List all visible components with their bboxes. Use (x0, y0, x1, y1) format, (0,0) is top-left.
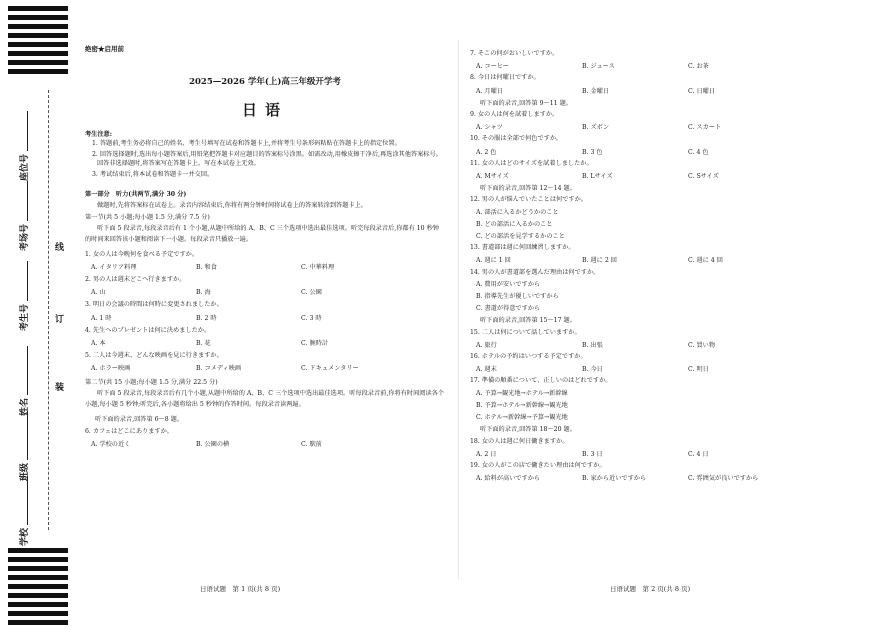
choice-a[interactable]: A. Mサイズ (476, 173, 509, 181)
choice-option[interactable]: C. 書道が得意ですから (476, 305, 541, 313)
choice-b[interactable]: B. 今日 (582, 366, 603, 374)
question-stem: 3. 明日の会議の時間は何時に変更されましたか。 (85, 301, 223, 309)
choice-a[interactable]: A. 学校の近く (91, 440, 131, 448)
question-stem: 12. 男の人が悩んでいたことは何ですか。 (470, 196, 587, 204)
question-stem: 16. ホテルの予約はいつする予定ですか。 (470, 353, 587, 361)
question-stem: 2. 男の人は週末どこへ行きますか。 (85, 275, 186, 283)
choice-a[interactable]: A. シャツ (476, 124, 503, 132)
choice-c[interactable]: C. 3 時 (301, 314, 322, 322)
choice-a[interactable]: A. 2 日 (476, 450, 497, 458)
choice-option[interactable]: A. 部活に入るかどうかのこと (476, 208, 559, 216)
question-choices (470, 64, 832, 70)
question-choices (470, 89, 832, 95)
binding-bars-top (8, 6, 68, 78)
section2-heading: 第二节(共 15 小题;每小题 1.5 分,满分 22.5 分) (85, 378, 218, 386)
choice-c[interactable]: C. 週に 4 回 (688, 257, 723, 265)
choice-b[interactable]: B. 和食 (196, 263, 217, 271)
class-field[interactable]: 班级 (17, 411, 29, 481)
choice-a[interactable]: A. 旅行 (476, 341, 497, 349)
listening-direction: 听下面的录音,回答第 9～11 题。 (480, 99, 572, 107)
choice-a[interactable]: A. ホラー映画 (91, 365, 131, 373)
choice-c[interactable]: C. 4 色 (688, 148, 709, 156)
question-choices (470, 476, 832, 482)
note-item: 1. 答题前,考生务必将自己的姓名、考生号填写在试卷和答题卡上,并将考生号条形码粘贴在答题卡上的指定位置。 (92, 140, 401, 148)
question-choices (85, 442, 445, 448)
question-stem: 14. 男の人が書道部を選んだ理由は何ですか。 (470, 268, 600, 276)
question-stem: 7. そこの何がおいしいですか。 (470, 50, 559, 57)
cut-line (48, 90, 49, 530)
candidate-number-field[interactable]: 考生号 (17, 261, 29, 331)
question-choices (470, 343, 832, 349)
part1-heading: 第一部分 听力(共两节,满分 30 分) (85, 190, 187, 198)
choice-c[interactable]: C. ドキュメンタリー (301, 365, 359, 373)
choice-c[interactable]: C. 明日 (688, 366, 709, 374)
choice-a[interactable]: A. 月曜日 (476, 87, 503, 95)
choice-option[interactable]: B. どの部活に入るかのこと (476, 220, 553, 228)
choice-a[interactable]: A. 2 色 (476, 148, 497, 156)
choice-option[interactable]: B. 指導先生が優しいですから (476, 293, 559, 301)
choice-b[interactable]: B. 2 時 (196, 314, 217, 322)
choice-option[interactable]: C. どの部活を見学するかのこと (476, 233, 565, 241)
choice-c[interactable]: C. お茶 (688, 63, 709, 71)
choice-c[interactable]: C. 中華料理 (301, 263, 335, 271)
left-page (85, 46, 445, 448)
seat-number-field[interactable]: 座位号 (17, 111, 29, 181)
choice-c[interactable]: C. 雰囲気が良いですから (688, 475, 759, 483)
choice-b[interactable]: B. 3 日 (582, 450, 603, 458)
question-choices (85, 316, 445, 322)
choice-a[interactable]: A. 週末 (476, 366, 497, 374)
question-stem: 17. 準備の順番について、正しいのはどれですか。 (470, 377, 612, 385)
cut-word-ding: 订 (55, 315, 65, 325)
school-field[interactable]: 学校 (17, 476, 29, 546)
choice-c[interactable]: C. スカート (688, 124, 722, 132)
page-divider (458, 40, 459, 580)
choice-c[interactable]: C. 買い物 (688, 341, 716, 349)
question-stem: 18. 女の人は週に何日働きますか。 (470, 437, 569, 445)
choice-b[interactable]: B. 家から近いですから (582, 475, 647, 483)
choice-c[interactable]: C. 日曜日 (688, 87, 716, 95)
choice-c[interactable]: C. 駅前 (301, 440, 322, 448)
notes-heading: 考生注意: (85, 131, 113, 138)
question-stem: 11. 女の人はどのサイズを試着しましたか。 (470, 159, 593, 167)
choice-option[interactable]: C. ホテル→新幹線→予算→観光地 (476, 414, 568, 422)
question-stem: 1. 女の人は今晩何を食べる予定ですか。 (85, 250, 199, 258)
question-stem: 6. カフェはどこにありますか。 (85, 427, 173, 435)
choice-option[interactable]: A. 予算→観光地→ホテル→新幹線 (476, 389, 568, 397)
question-stem: 10. その服は全部で何色ですか。 (470, 135, 563, 143)
question-choices (470, 125, 832, 131)
choice-c[interactable]: C. Sサイズ (688, 173, 719, 181)
note-item: 3. 考试结束后,将本试卷和答题卡一并交回。 (92, 171, 214, 179)
cut-word-xian: 线 (55, 243, 65, 253)
question-stem: 8. 今日は何曜日ですか。 (470, 74, 540, 82)
question-stem: 15. 二人は何について話していますか。 (470, 328, 581, 336)
left-questions (85, 252, 445, 373)
question-choices (85, 366, 445, 372)
listening-direction: 听下面的录音,回答第 15～17 题。 (480, 317, 576, 325)
choice-c[interactable]: C. 公園 (301, 289, 322, 297)
choice-a[interactable]: A. 給料が高いですから (476, 475, 541, 483)
choice-option[interactable]: A. 費用が安いですから (476, 280, 541, 288)
listening-direction: 听下面的录音,回答第 18～20 题。 (480, 426, 576, 434)
section2-instructions: 听下面 5 段录音,每段录音后有几个小题,从题中所给的 A、B、C 三个选项中选出最佳选项。听每段录音前,你将有时间阅读各个小题,每小题 5 秒钟;听完后,各小题将给出 5 秒钟的作答时间。每段录音读两遍。 (85, 389, 445, 408)
question-choices (470, 367, 832, 373)
section1-heading: 第一节(共 5 小题;每小题 1.5 分,满分 7.5 分) (85, 213, 210, 221)
question-choices (85, 341, 445, 347)
choice-a[interactable]: A. 1 時 (91, 314, 112, 322)
exam-title: 2025—2026 学年(上)高三年级开学考 (189, 76, 341, 87)
choice-a[interactable]: A. イタリア料理 (91, 263, 137, 271)
choice-c[interactable]: C. 腕時計 (301, 340, 329, 347)
cut-word-zhuang: 装 (55, 383, 65, 393)
question-choices (85, 290, 445, 296)
question-stem: 9. 女の人は何を試着しますか。 (470, 111, 559, 119)
question-choices (85, 265, 445, 271)
choice-b[interactable]: B. 花 (196, 340, 211, 347)
page-footer-left: 日语试题 第 1 页(共 8 页) (200, 585, 281, 593)
secret-label: 绝密★启用前 (85, 45, 124, 53)
choice-c[interactable]: C. 4 日 (688, 450, 709, 458)
name-field[interactable]: 姓名 (17, 346, 29, 416)
listening-direction: 听下面的录音,回答第 12～14 题。 (480, 185, 576, 193)
choice-b[interactable]: B. 公園の横 (196, 440, 230, 448)
choice-b[interactable]: B. ジュース (582, 63, 615, 71)
question-choices (470, 150, 832, 156)
choice-b[interactable]: B. ズボン (582, 124, 610, 132)
choice-b[interactable]: B. 週に 2 回 (582, 257, 617, 265)
exam-room-field[interactable]: 考场号 (17, 181, 29, 251)
choice-b[interactable]: B. Lサイズ (582, 173, 613, 181)
choice-b[interactable]: B. 海 (196, 289, 211, 297)
note-item: 2. 回答选择题时,选出每小题答案后,用铅笔把答题卡对应题目的答案标号涂黑。如需改动,用橡皮擦干净后,再选涂其他答案标号。回答非选择题时,将答案写在答题卡上。写在本试卷上无效。 (92, 150, 442, 168)
direction-6-8: 听下面的录音,回答第 6～8 题。 (95, 415, 184, 423)
question-stem: 19. 女の人がこの店で働きたい理由は何ですか。 (470, 461, 606, 469)
choice-b[interactable]: B. 金曜日 (582, 87, 610, 95)
question-choices (470, 452, 832, 458)
choice-a[interactable]: A. 週に 1 回 (476, 257, 511, 265)
section1-instructions: 听下面 5 段录音,每段录音后有 1 个小题,从题中所给的 A、B、C 三个选项中选出最佳选项。听完每段录音后,你都有 10 秒钟的时间来回答该小题和阅读下一小题。每段录音只播放一遍。 (85, 224, 439, 243)
binding-bars-bottom (8, 548, 68, 629)
question-choices (470, 258, 832, 264)
choice-b[interactable]: B. コメディ映画 (196, 365, 242, 373)
choice-b[interactable]: B. 3 色 (582, 148, 603, 156)
choice-b[interactable]: B. 出張 (582, 341, 603, 349)
right-page (470, 46, 832, 482)
part1-intro: 做题时,先将答案标在试卷上。录音内容结束后,你将有两分钟时间将试卷上的答案转涂到答题卡上。 (97, 201, 367, 209)
question-choices (470, 174, 832, 180)
choice-a[interactable]: A. 山 (91, 289, 106, 297)
question-stem: 13. 書道部は週に何回練習しますか。 (470, 244, 575, 252)
choice-option[interactable]: B. 予算→ホテル→新幹線→観光地 (476, 401, 568, 409)
subject-title: 日语 (241, 101, 288, 119)
choice-a[interactable]: A. 本 (91, 340, 106, 347)
page-footer-right: 日语试题 第 2 页(共 8 页) (610, 585, 691, 593)
question-stem: 5. 二人は今週末、どんな映画を見に行きますか。 (85, 352, 223, 360)
question-stem: 4. 先生へのプレゼントは何に決めましたか。 (85, 326, 211, 334)
choice-a[interactable]: A. コーヒー (476, 63, 509, 71)
